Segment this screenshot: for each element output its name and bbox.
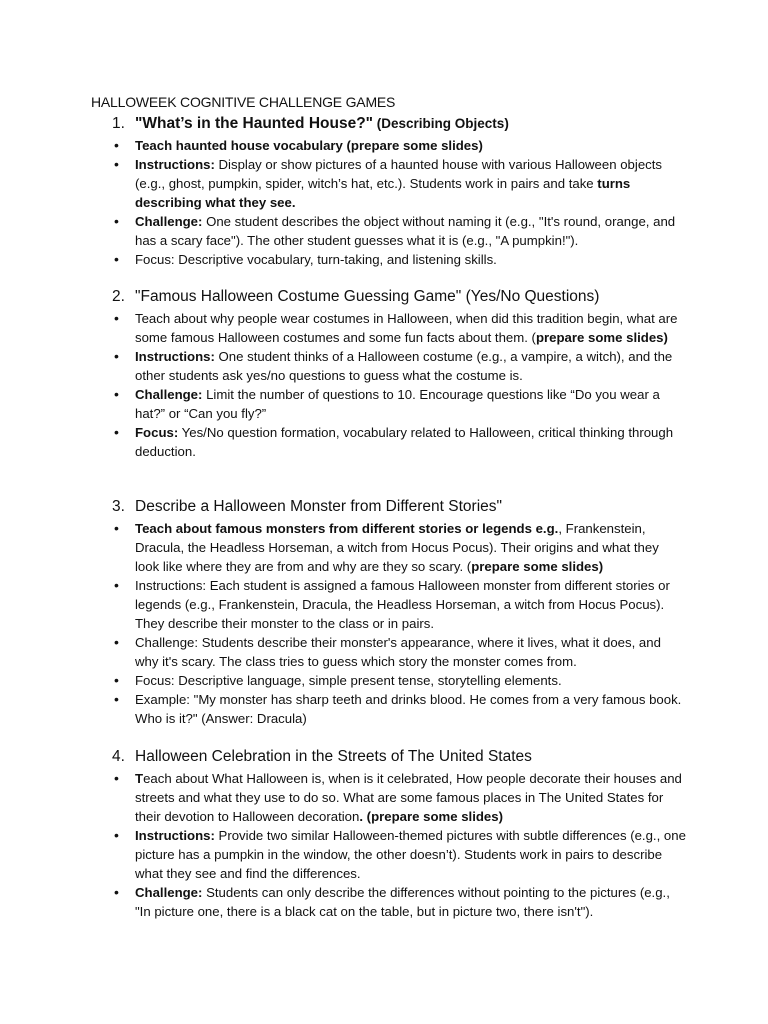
- bullet-bold-tail: . (prepare some slides): [359, 809, 503, 824]
- bullet-text: Focus: Descriptive language, simple present tense, storytelling elements.: [135, 673, 562, 688]
- bullet-bold: Teach haunted house vocabulary (prepare some slides): [135, 138, 483, 153]
- section-heading: [0, 114, 768, 136]
- section-title: [135, 497, 502, 517]
- list-item: [0, 136, 768, 155]
- section-title-main: "Famous Halloween Costume Guessing Game" (Yes/No Questions): [135, 288, 600, 305]
- bullet-bold: T: [135, 771, 144, 786]
- list-item: [0, 347, 768, 385]
- bullet-icon: •: [114, 672, 119, 688]
- section-number: 4.: [112, 748, 125, 765]
- section-title-main: "What’s in the Haunted House?": [135, 115, 374, 132]
- bullet-icon: •: [114, 520, 119, 536]
- bullet-icon: •: [114, 884, 119, 900]
- bullet-icon: •: [114, 691, 119, 707]
- bullet-text: Focus: Descriptive vocabulary, turn-taking, and listening skills.: [135, 252, 497, 267]
- section-title-main: Halloween Celebration in the Streets of The United States: [135, 748, 532, 765]
- bullet-icon: •: [114, 348, 119, 364]
- bullet-bold-tail: turns describing what they see.: [135, 176, 631, 210]
- bullet-icon: •: [114, 156, 119, 172]
- section-title: [135, 114, 509, 134]
- section-title-sub: (Describing Objects): [373, 116, 509, 131]
- bullet-icon: •: [114, 310, 119, 326]
- list-item: [0, 212, 768, 250]
- list-item: [0, 423, 768, 461]
- bullet-text: Limit the number of questions to 10. Encourage questions like “Do you wear a hat?” or “Can you fly?”: [135, 387, 660, 421]
- list-item: [0, 519, 768, 576]
- section-1: [0, 114, 768, 269]
- section-number: 2.: [112, 288, 125, 305]
- list-item: [0, 576, 768, 633]
- bullet-list: [0, 519, 768, 728]
- bullet-icon: •: [114, 137, 119, 153]
- section-heading: [0, 747, 768, 769]
- bullet-bold-tail: prepare some slides): [471, 559, 604, 574]
- bullet-list: [0, 769, 768, 921]
- bullet-bold: Instructions:: [135, 349, 215, 364]
- section-heading: [0, 287, 768, 309]
- list-item: [0, 309, 768, 347]
- list-item: [0, 690, 768, 728]
- bullet-text: Display or show pictures of a haunted house with various Halloween objects (e.g., ghost, pumpkin, spider, witch’s hat, etc.). Students work in pairs and take: [135, 157, 663, 191]
- section-3: [0, 497, 768, 728]
- bullet-text: Yes/No question formation, vocabulary related to Halloween, critical thinking through deduction.: [135, 425, 674, 459]
- bullet-text: Provide two similar Halloween-themed pictures with subtle differences (e.g., one picture has a pumpkin in the window, the other doesn’t). Students work in pairs to describe what they see and find the differences.: [135, 828, 686, 881]
- bullet-text: Example: "My monster has sharp teeth and drinks blood. He comes from a very famous book. Who is it?" (Answer: Dracula): [135, 692, 682, 726]
- bullet-bold: Challenge:: [135, 387, 203, 402]
- list-item: [0, 385, 768, 423]
- bullet-icon: •: [114, 577, 119, 593]
- bullet-icon: •: [114, 386, 119, 402]
- bullet-bold-tail: prepare some slides): [535, 330, 668, 345]
- bullet-bold: Challenge:: [135, 885, 203, 900]
- bullet-icon: •: [114, 827, 119, 843]
- section-heading: [0, 497, 768, 519]
- bullet-text: One student describes the object without naming it (e.g., "It's round, orange, and has a scary face"). The other student guesses what it is (e.g., "A pumpkin!").: [135, 214, 676, 248]
- list-item: [0, 250, 768, 269]
- list-item: [0, 155, 768, 212]
- bullet-bold: Instructions:: [135, 828, 215, 843]
- bullet-icon: •: [114, 213, 119, 229]
- section-4: [0, 747, 768, 921]
- section-2: [0, 287, 768, 461]
- bullet-text: Instructions: Each student is assigned a famous Halloween monster from different stories or legends (e.g., Frankenstein, Dracula, the Headless Horseman, a witch from Hocus Pocus). They describe their monster to the class or in pairs.: [135, 578, 670, 631]
- bullet-bold: Teach about famous monsters from different stories or legends e.g.: [135, 521, 559, 536]
- document-title: HALLOWEEK COGNITIVE CHALLENGE GAMES: [91, 94, 396, 110]
- section-title: [135, 747, 532, 767]
- list-item: [0, 883, 768, 921]
- section-title: [135, 287, 599, 307]
- bullet-list: [0, 136, 768, 269]
- bullet-bold: Challenge:: [135, 214, 203, 229]
- list-item: [0, 826, 768, 883]
- bullet-text: each about What Halloween is, when is it celebrated, How people decorate their houses and streets and what they use to do so. What are some famous places in The United States for their devotion to Halloween decoration: [135, 771, 682, 824]
- section-title-main: Describe a Halloween Monster from Different Stories": [135, 498, 503, 515]
- bullet-text: Challenge: Students describe their monster's appearance, where it lives, what it does, and why it's scary. The class tries to guess which story the monster comes from.: [135, 635, 661, 669]
- bullet-icon: •: [114, 251, 119, 267]
- section-number: 3.: [112, 498, 125, 515]
- list-item: [0, 671, 768, 690]
- bullet-bold: Instructions:: [135, 157, 215, 172]
- bullet-list: [0, 309, 768, 461]
- bullet-text: One student thinks of a Halloween costume (e.g., a vampire, a witch), and the other students ask yes/no questions to guess what the costume is.: [135, 349, 673, 383]
- bullet-icon: •: [114, 770, 119, 786]
- list-item: [0, 633, 768, 671]
- section-number: 1.: [112, 115, 125, 132]
- bullet-icon: •: [114, 424, 119, 440]
- bullet-text: Teach about why people wear costumes in Halloween, when did this tradition begin, what are some famous Halloween costumes and some fun facts about them. (: [135, 311, 678, 345]
- bullet-text: Students can only describe the differences without pointing to the pictures (e.g., "In picture one, there is a black cat on the table, but in picture two, there isn't").: [135, 885, 670, 919]
- bullet-icon: •: [114, 634, 119, 650]
- list-item: [0, 769, 768, 826]
- bullet-bold: Focus:: [135, 425, 179, 440]
- bullet-text: , Frankenstein, Dracula, the Headless Horseman, a witch from Hocus Pocus). Their origins and what they look like where they are from and why are they so scary. (: [135, 521, 659, 574]
